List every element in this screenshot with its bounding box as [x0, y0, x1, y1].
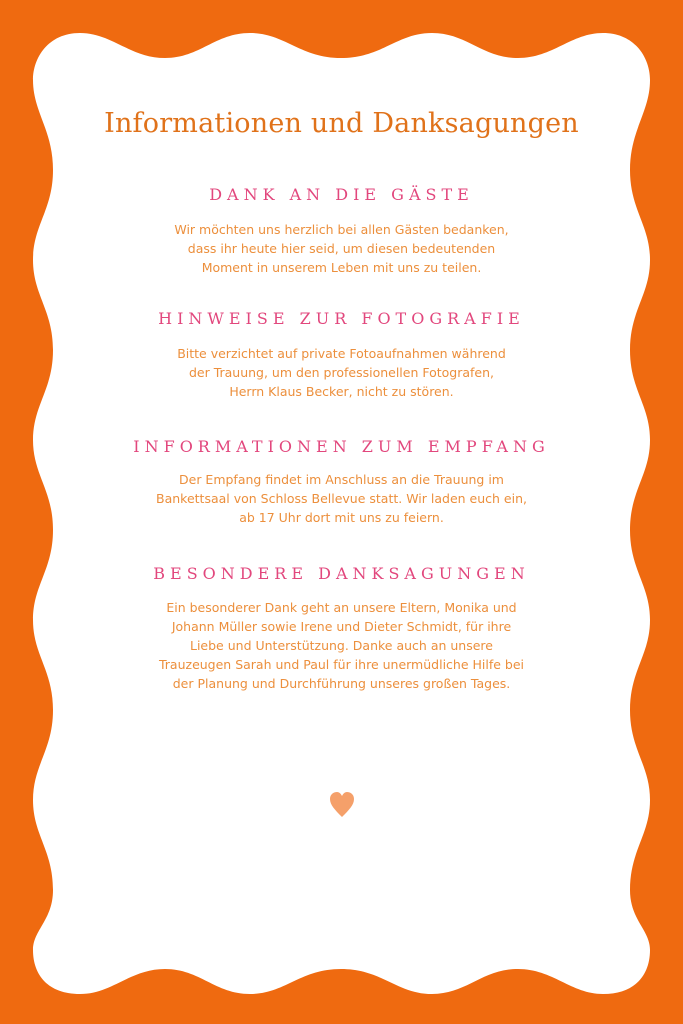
text-line: Johann Müller sowie Irene und Dieter Schmidt, für ihre [171, 619, 512, 634]
text-line: Moment in unserem Leben mit uns zu teilen. [201, 260, 482, 275]
text-line: Wir möchten uns herzlich bei allen Gästen bedanken, [174, 222, 509, 237]
text-informationen-zum-empfang [60, 470, 623, 527]
text-line: der Planung und Durchführung unseres großen Tages. [172, 676, 511, 691]
text-line: ab 17 Uhr dort mit uns zu feiern. [239, 510, 444, 525]
text-line: Liebe und Unterstützung. Danke auch an unsere [190, 638, 493, 653]
heart-shape [330, 792, 354, 817]
text-line: Der Empfang findet im Anschluss an die Trauung im [179, 472, 504, 487]
text-line: Ein besonderer Dank geht an unsere Eltern, Monika und [166, 600, 517, 615]
page-title: Informationen und Danksagungen [104, 108, 579, 139]
text-line: Bankettsaal von Schloss Bellevue statt. Wir laden euch ein, [156, 491, 527, 506]
text-hinweise-zur-fotografie [60, 344, 623, 401]
heart-icon [326, 789, 358, 819]
heading-dank-an-die-gaeste: DANK AN DIE GÄSTE [209, 185, 474, 204]
text-line: dass ihr heute hier seid, um diesen bedeutenden [187, 241, 496, 256]
text-line: Herrn Klaus Becker, nicht zu stören. [229, 384, 454, 399]
heading-besondere-danksagungen: BESONDERE DANKSAGUNGEN [153, 564, 530, 583]
text-line: der Trauung, um den professionellen Fotografen, [188, 365, 495, 380]
text-line: Bitte verzichtet auf private Fotoaufnahmen während [177, 346, 506, 361]
heading-hinweise-zur-fotografie: HINWEISE ZUR FOTOGRAFIE [158, 309, 525, 328]
text-line: Trauzeugen Sarah und Paul für ihre unermüdliche Hilfe bei [158, 657, 525, 672]
heading-informationen-zum-empfang: INFORMATIONEN ZUM EMPFANG [133, 437, 550, 456]
text-dank-an-die-gaeste [60, 220, 623, 277]
text-besondere-danksagungen [60, 598, 623, 693]
